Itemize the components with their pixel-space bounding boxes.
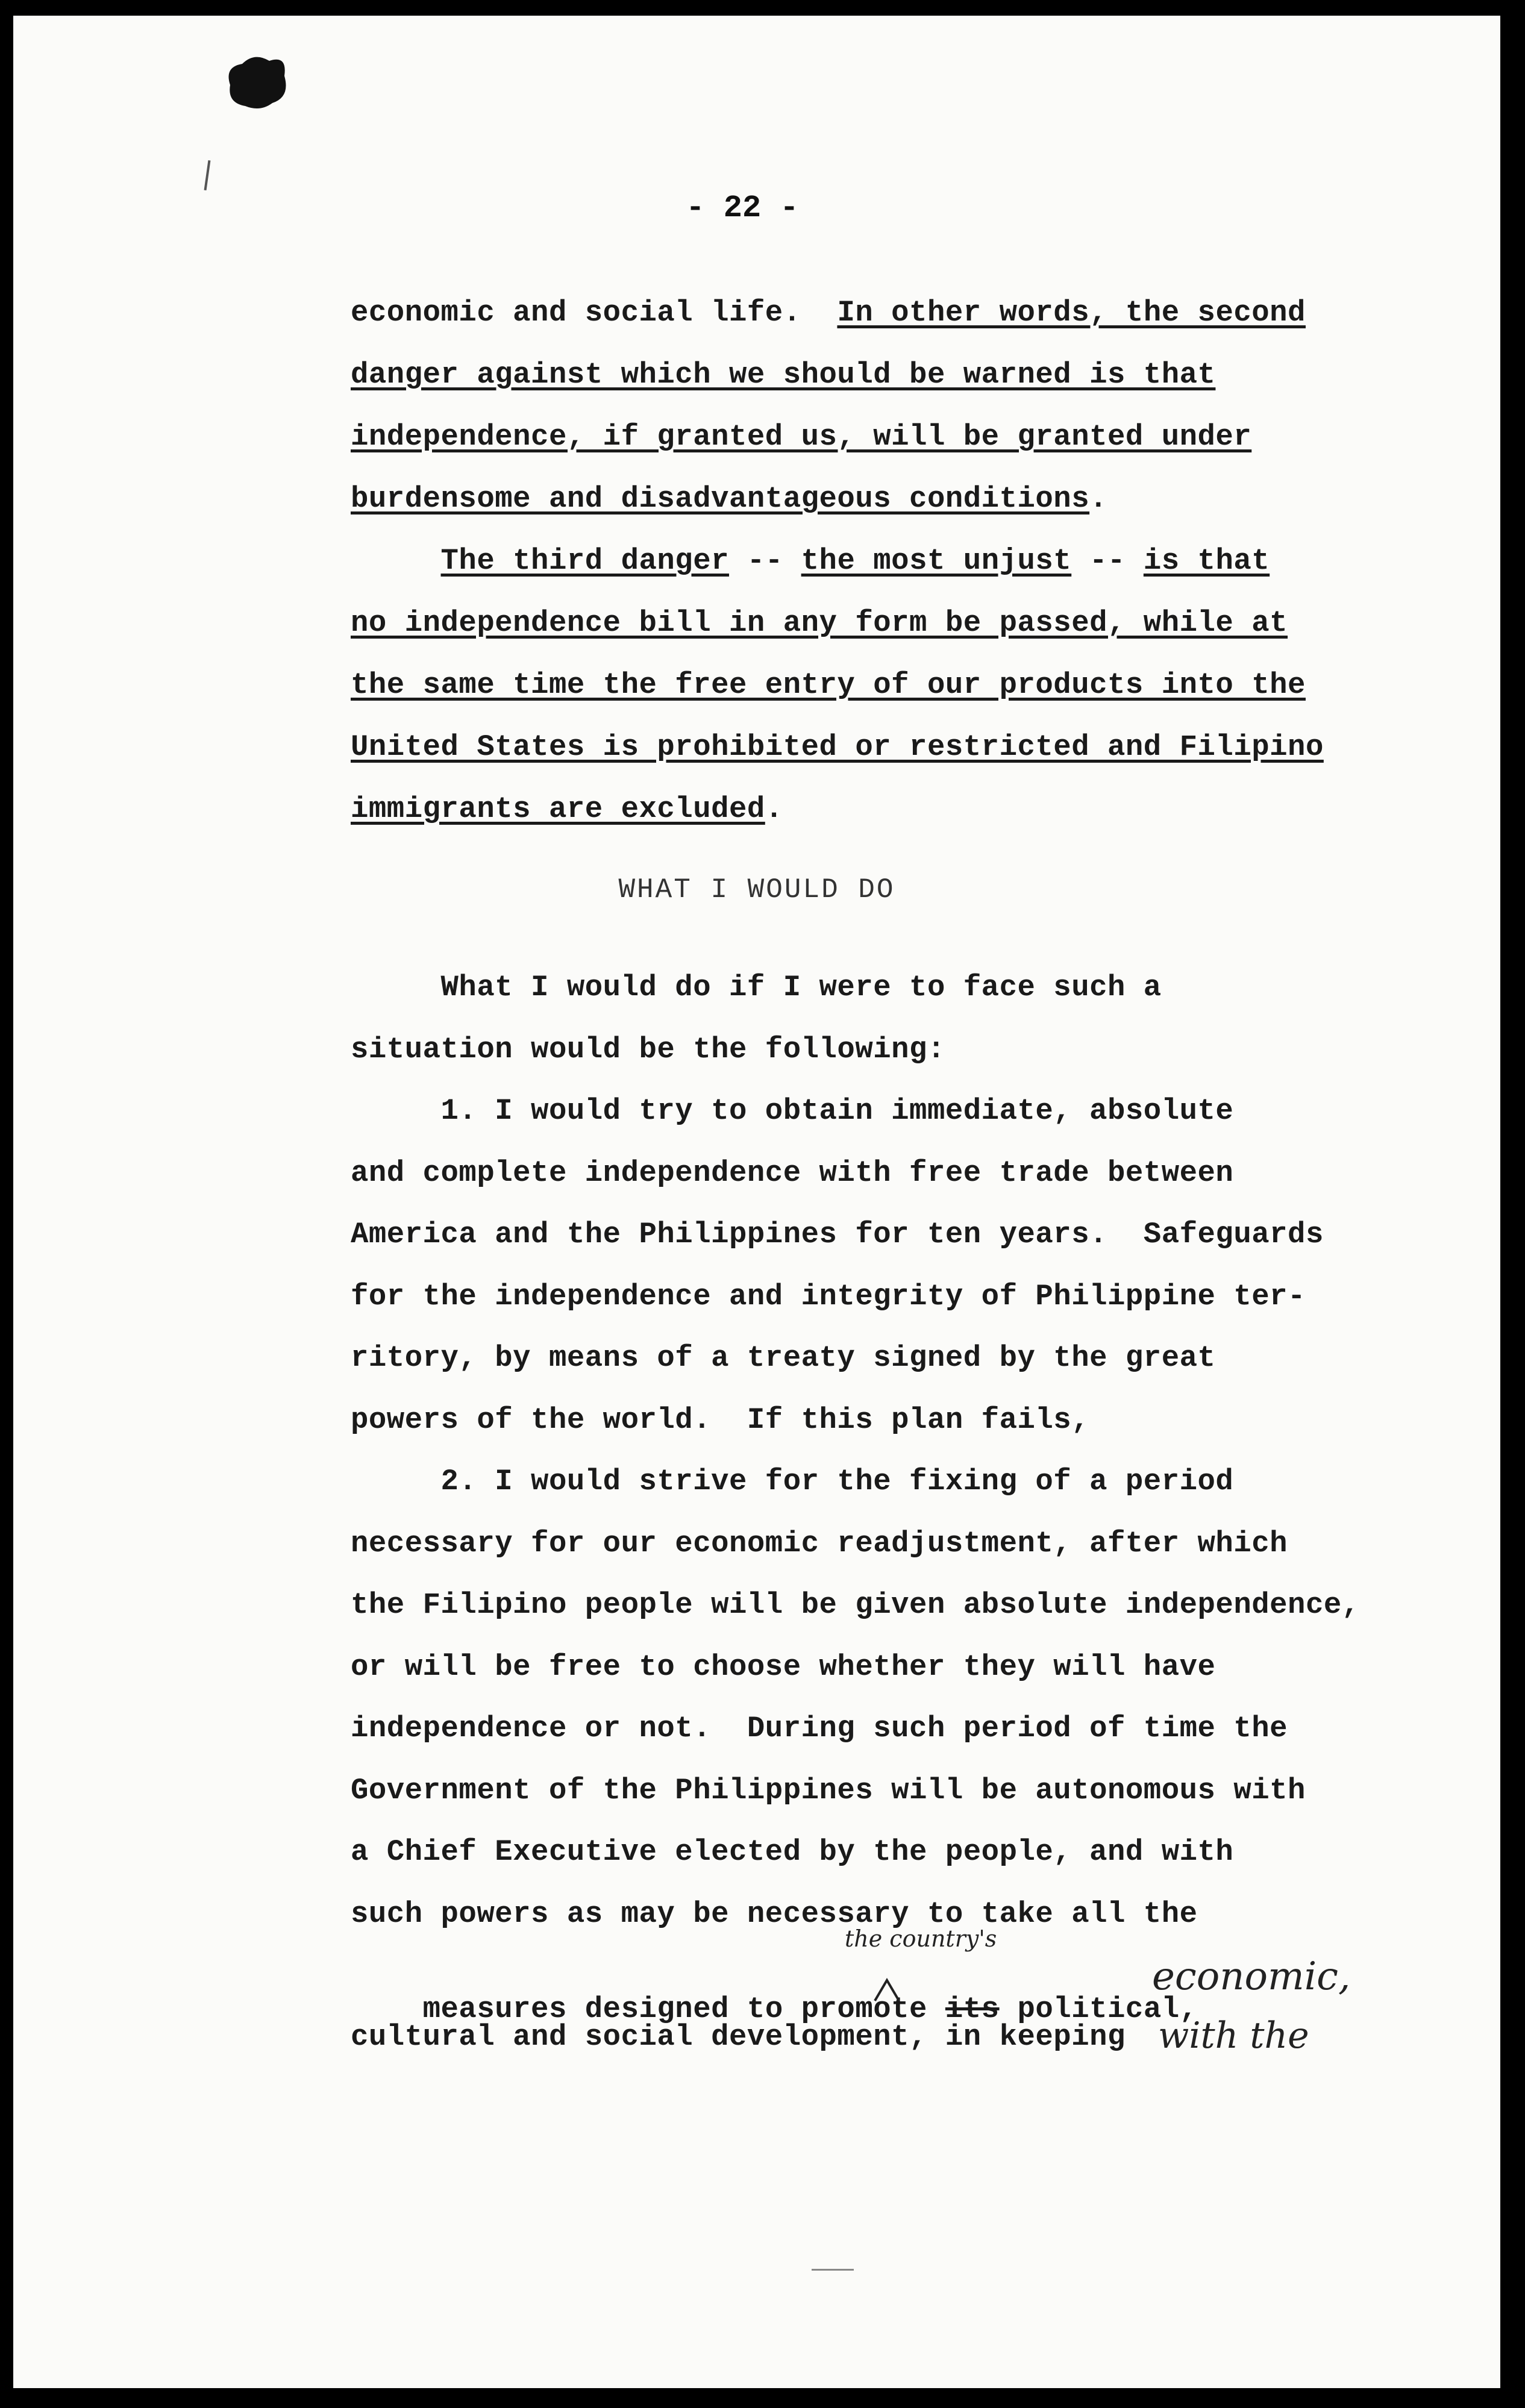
- text-line: such powers as may be necessary to take all the: [351, 1897, 1198, 1931]
- text-segment: --: [729, 544, 801, 578]
- underlined-text: United States is prohibited or restricted and Filipino: [351, 730, 1324, 764]
- struck-word: its: [945, 1992, 1000, 2026]
- underlined-text: is that: [1143, 544, 1270, 578]
- underlined-text: In other words, the second: [837, 296, 1306, 330]
- scan-artifact: [812, 2269, 854, 2271]
- underlined-text: the same time the free entry of our products into the: [351, 668, 1306, 702]
- text-line-measures: measures designed to promote its political,: [422, 1992, 1216, 2026]
- text-line: [351, 296, 1306, 330]
- text-line: America and the Philippines for ten years. Safeguards: [351, 1218, 1324, 1251]
- text-segment: [351, 544, 441, 578]
- page-number: - 22 -: [686, 190, 799, 226]
- text-line: and complete independence with free trade between: [351, 1156, 1234, 1190]
- text-segment: economic and social life.: [351, 296, 838, 330]
- underlined-text: no independence bill in any form be passed, while at: [351, 606, 1288, 640]
- text-line-last: cultural and social development, in keeping: [351, 2020, 1144, 2054]
- text-line: 2. I would strive for the fixing of a period: [351, 1465, 1234, 1498]
- underlined-text: The third danger: [440, 544, 730, 578]
- underlined-text: immigrants are excluded: [351, 792, 765, 826]
- text-line: Government of the Philippines will be autonomous with: [351, 1774, 1306, 1807]
- text-line: for the independence and integrity of Philippine ter-: [351, 1280, 1306, 1313]
- ink-blot-mark: [218, 49, 290, 115]
- handwritten-with-the: with the: [1158, 2015, 1309, 2057]
- text-line: or will be free to choose whether they will have: [351, 1650, 1216, 1684]
- text-line: powers of the world. If this plan fails,: [351, 1403, 1090, 1437]
- text-line: [351, 606, 1288, 640]
- text-line: [351, 482, 1107, 516]
- text-line: a Chief Executive elected by the people, and with: [351, 1835, 1234, 1869]
- text-line: [351, 420, 1251, 454]
- text-line: [351, 544, 1270, 578]
- section-heading: WHAT I WOULD DO: [618, 874, 895, 905]
- text-line: ritory, by means of a treaty signed by the great: [351, 1341, 1216, 1375]
- text-line: situation would be the following:: [351, 1033, 945, 1066]
- text-segment: --: [1071, 544, 1144, 578]
- insertion-caret-mark: [872, 1977, 902, 2004]
- document-page: [13, 16, 1500, 2388]
- text-line: [351, 792, 783, 826]
- underlined-text: independence, if granted us, will be granted under: [351, 420, 1252, 454]
- underlined-text: danger against which we should be warned is that: [351, 358, 1216, 392]
- text-segment: .: [1089, 482, 1108, 516]
- text-line: the Filipino people will be given absolute independence,: [351, 1588, 1360, 1622]
- text-line: 1. I would try to obtain immediate, absolute: [351, 1094, 1234, 1128]
- text-line: independence or not. During such period of time the: [351, 1712, 1288, 1745]
- text-line: [351, 358, 1215, 392]
- underlined-text: burdensome and disadvantageous conditions: [351, 482, 1090, 516]
- scan-artifact: [204, 160, 211, 190]
- text-line: necessary for our economic readjustment, after which: [351, 1527, 1288, 1560]
- underlined-text: the most unjust: [801, 544, 1072, 578]
- handwritten-economic: economic,: [1152, 1954, 1351, 1999]
- text-line: [351, 668, 1306, 702]
- handwritten-insertion: the country's: [845, 1925, 997, 1952]
- text-line: [351, 730, 1324, 764]
- text-segment: .: [765, 792, 783, 826]
- text-line: What I would do if I were to face such a: [351, 971, 1162, 1004]
